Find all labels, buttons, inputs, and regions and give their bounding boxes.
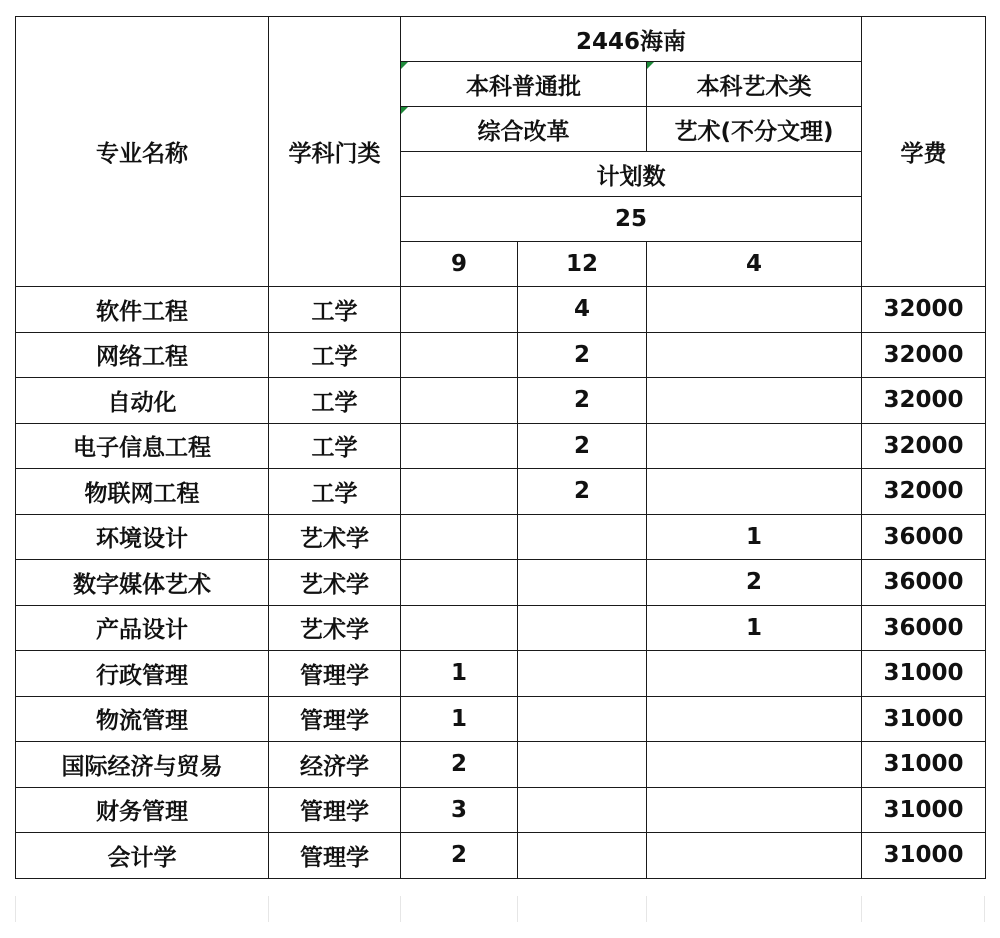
count-b-cell xyxy=(518,514,647,560)
count-a-cell xyxy=(401,423,518,469)
fee-cell: 32000 xyxy=(862,378,986,424)
table-row xyxy=(16,651,986,697)
count-b-cell: 2 xyxy=(518,423,647,469)
count-b-cell: 2 xyxy=(518,332,647,378)
category-cell: 工学 xyxy=(269,287,401,333)
major-cell: 自动化 xyxy=(16,378,269,424)
count-a-cell: 2 xyxy=(401,742,518,788)
header-type-general: 综合改革 xyxy=(401,107,647,152)
count-b-cell xyxy=(518,605,647,651)
fee-cell: 31000 xyxy=(862,742,986,788)
category-cell: 管理学 xyxy=(269,787,401,833)
enrollment-plan-table xyxy=(15,16,986,879)
fee-cell: 31000 xyxy=(862,787,986,833)
table-row xyxy=(16,787,986,833)
header-major-name: 专业名称 xyxy=(16,17,269,287)
major-cell: 财务管理 xyxy=(16,787,269,833)
count-a-cell: 1 xyxy=(401,696,518,742)
table-row xyxy=(16,287,986,333)
count-b-cell: 4 xyxy=(518,287,647,333)
count-a-cell xyxy=(401,560,518,606)
header-batch-art: 本科艺术类 xyxy=(647,62,862,107)
major-cell: 网络工程 xyxy=(16,332,269,378)
count-a-cell xyxy=(401,605,518,651)
header-plan-label: 计划数 xyxy=(401,152,862,197)
major-cell: 物流管理 xyxy=(16,696,269,742)
table-row xyxy=(16,833,986,879)
table-row xyxy=(16,332,986,378)
category-cell: 工学 xyxy=(269,423,401,469)
fee-cell: 31000 xyxy=(862,651,986,697)
count-b-cell xyxy=(518,787,647,833)
table-row xyxy=(16,469,986,515)
fee-cell: 32000 xyxy=(862,423,986,469)
category-cell: 艺术学 xyxy=(269,605,401,651)
major-cell: 行政管理 xyxy=(16,651,269,697)
table-row xyxy=(16,423,986,469)
table-header xyxy=(16,17,986,287)
category-cell: 艺术学 xyxy=(269,560,401,606)
table-row xyxy=(16,605,986,651)
fee-cell: 32000 xyxy=(862,287,986,333)
header-region: 2446海南 xyxy=(401,17,862,62)
fee-cell: 36000 xyxy=(862,514,986,560)
count-c-cell: 1 xyxy=(647,605,862,651)
count-c-cell: 2 xyxy=(647,560,862,606)
fee-cell: 36000 xyxy=(862,560,986,606)
major-cell: 环境设计 xyxy=(16,514,269,560)
category-cell: 工学 xyxy=(269,469,401,515)
major-cell: 会计学 xyxy=(16,833,269,879)
count-b-cell: 2 xyxy=(518,469,647,515)
header-sub-count-c: 4 xyxy=(647,242,862,287)
category-cell: 经济学 xyxy=(269,742,401,788)
fee-cell: 32000 xyxy=(862,469,986,515)
table-body xyxy=(16,287,986,879)
header-category: 学科门类 xyxy=(269,17,401,287)
category-cell: 管理学 xyxy=(269,651,401,697)
header-tuition: 学费 xyxy=(862,17,986,287)
category-cell: 工学 xyxy=(269,378,401,424)
fee-cell: 31000 xyxy=(862,833,986,879)
count-b-cell: 2 xyxy=(518,378,647,424)
table-row xyxy=(16,560,986,606)
count-a-cell: 3 xyxy=(401,787,518,833)
count-a-cell: 1 xyxy=(401,651,518,697)
count-b-cell xyxy=(518,742,647,788)
table-row xyxy=(16,742,986,788)
major-cell: 软件工程 xyxy=(16,287,269,333)
count-c-cell xyxy=(647,378,862,424)
header-plan-total: 25 xyxy=(401,197,862,242)
fee-cell: 31000 xyxy=(862,696,986,742)
count-b-cell xyxy=(518,696,647,742)
header-batch-general: 本科普通批 xyxy=(401,62,647,107)
table-row xyxy=(16,514,986,560)
category-cell: 艺术学 xyxy=(269,514,401,560)
table-row xyxy=(16,378,986,424)
count-a-cell xyxy=(401,514,518,560)
fee-cell: 36000 xyxy=(862,605,986,651)
count-c-cell xyxy=(647,332,862,378)
fee-cell: 32000 xyxy=(862,332,986,378)
count-c-cell xyxy=(647,742,862,788)
count-a-cell xyxy=(401,469,518,515)
count-c-cell: 1 xyxy=(647,514,862,560)
major-cell: 电子信息工程 xyxy=(16,423,269,469)
faded-next-row xyxy=(15,894,985,924)
count-c-cell xyxy=(647,651,862,697)
count-c-cell xyxy=(647,787,862,833)
count-a-cell xyxy=(401,287,518,333)
count-c-cell xyxy=(647,423,862,469)
count-c-cell xyxy=(647,469,862,515)
major-cell: 国际经济与贸易 xyxy=(16,742,269,788)
category-cell: 工学 xyxy=(269,332,401,378)
major-cell: 物联网工程 xyxy=(16,469,269,515)
count-c-cell xyxy=(647,833,862,879)
count-b-cell xyxy=(518,833,647,879)
count-c-cell xyxy=(647,696,862,742)
count-c-cell xyxy=(647,287,862,333)
header-sub-count-a: 9 xyxy=(401,242,518,287)
header-type-art: 艺术(不分文理) xyxy=(647,107,862,152)
count-b-cell xyxy=(518,560,647,606)
count-b-cell xyxy=(518,651,647,697)
count-a-cell xyxy=(401,378,518,424)
category-cell: 管理学 xyxy=(269,696,401,742)
category-cell: 管理学 xyxy=(269,833,401,879)
header-sub-count-b: 12 xyxy=(518,242,647,287)
major-cell: 数字媒体艺术 xyxy=(16,560,269,606)
table-row xyxy=(16,696,986,742)
count-a-cell xyxy=(401,332,518,378)
major-cell: 产品设计 xyxy=(16,605,269,651)
count-a-cell: 2 xyxy=(401,833,518,879)
